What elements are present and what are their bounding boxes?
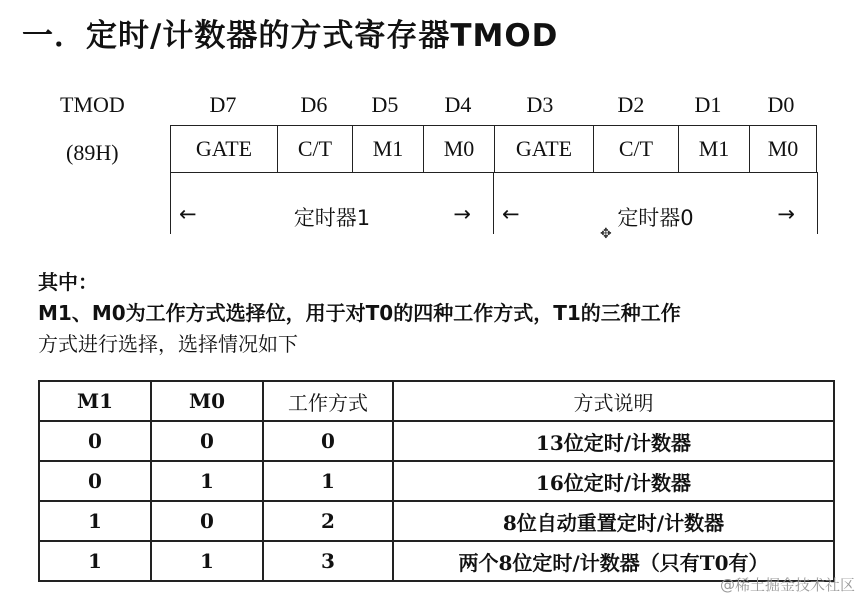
table-row	[39, 421, 834, 461]
bit-header-d3: D3	[526, 92, 554, 117]
header-mode: 工作方式	[263, 381, 393, 421]
cell-description: 两个8位定时/计数器（只有T0有）	[393, 541, 834, 581]
bit-header-d0: D0	[767, 92, 795, 117]
bit-header-d4: D4	[444, 92, 472, 117]
cell-mode: 1	[263, 461, 393, 501]
table-row	[39, 501, 834, 541]
arrow-left-icon: ←	[179, 202, 197, 226]
table-header-row	[39, 381, 834, 421]
mode-selection-table	[38, 380, 835, 582]
cell-m1: 0	[39, 461, 151, 501]
watermark: @稀土掘金技术社区	[719, 576, 855, 594]
cell-m0: 0	[151, 421, 263, 461]
arrow-right-icon: →	[777, 202, 795, 226]
header-description: 方式说明	[393, 381, 834, 421]
arrow-left-icon: ←	[502, 202, 520, 226]
timer1-span	[170, 172, 494, 234]
field-m1-t1: M1	[353, 126, 424, 173]
cell-m0: 0	[151, 501, 263, 541]
register-field-row	[171, 126, 817, 173]
field-ct-t0: C/T	[594, 126, 679, 173]
field-m0-t1: M0	[424, 126, 495, 173]
description-line-2: 方式进行选择，选择情况如下	[38, 332, 298, 356]
field-m0-t0: M0	[750, 126, 817, 173]
bit-header-d6: D6	[300, 92, 328, 117]
description-line-1: M1、M0为工作方式选择位，用于对T0的四种工作方式，T1的三种工作	[38, 301, 681, 325]
bit-header-d5: D5	[371, 92, 399, 117]
cell-m1: 0	[39, 421, 151, 461]
field-gate-t1: GATE	[171, 126, 278, 173]
register-bit-table	[170, 125, 817, 173]
field-m1-t0: M1	[679, 126, 750, 173]
header-m1: M1	[39, 381, 151, 421]
timer0-label: 定时器0	[617, 206, 694, 230]
cell-description: 13位定时/计数器	[393, 421, 834, 461]
timer1-label: 定时器1	[293, 206, 371, 230]
register-name: TMOD	[60, 92, 125, 117]
table-row	[39, 541, 834, 581]
arrow-right-icon: →	[453, 202, 471, 226]
table-row	[39, 461, 834, 501]
description-intro: 其中：	[38, 270, 98, 294]
header-m0: M0	[151, 381, 263, 421]
field-ct-t1: C/T	[278, 126, 353, 173]
cell-m1: 1	[39, 501, 151, 541]
register-address: (89H)	[66, 140, 119, 165]
move-cursor-icon: ✥	[600, 226, 612, 242]
field-gate-t0: GATE	[495, 126, 594, 173]
bit-header-d2: D2	[617, 92, 645, 117]
cell-m0: 1	[151, 461, 263, 501]
cell-mode: 0	[263, 421, 393, 461]
cell-mode: 2	[263, 501, 393, 541]
bit-header-d7: D7	[209, 92, 237, 117]
cell-mode: 3	[263, 541, 393, 581]
bit-header-d1: D1	[694, 92, 722, 117]
timer0-span	[493, 172, 818, 234]
cell-description: 16位定时/计数器	[393, 461, 834, 501]
cell-m1: 1	[39, 541, 151, 581]
page-title: 一．定时/计数器的方式寄存器TMOD	[22, 18, 559, 54]
cell-description: 8位自动重置定时/计数器	[393, 501, 834, 541]
cell-m0: 1	[151, 541, 263, 581]
